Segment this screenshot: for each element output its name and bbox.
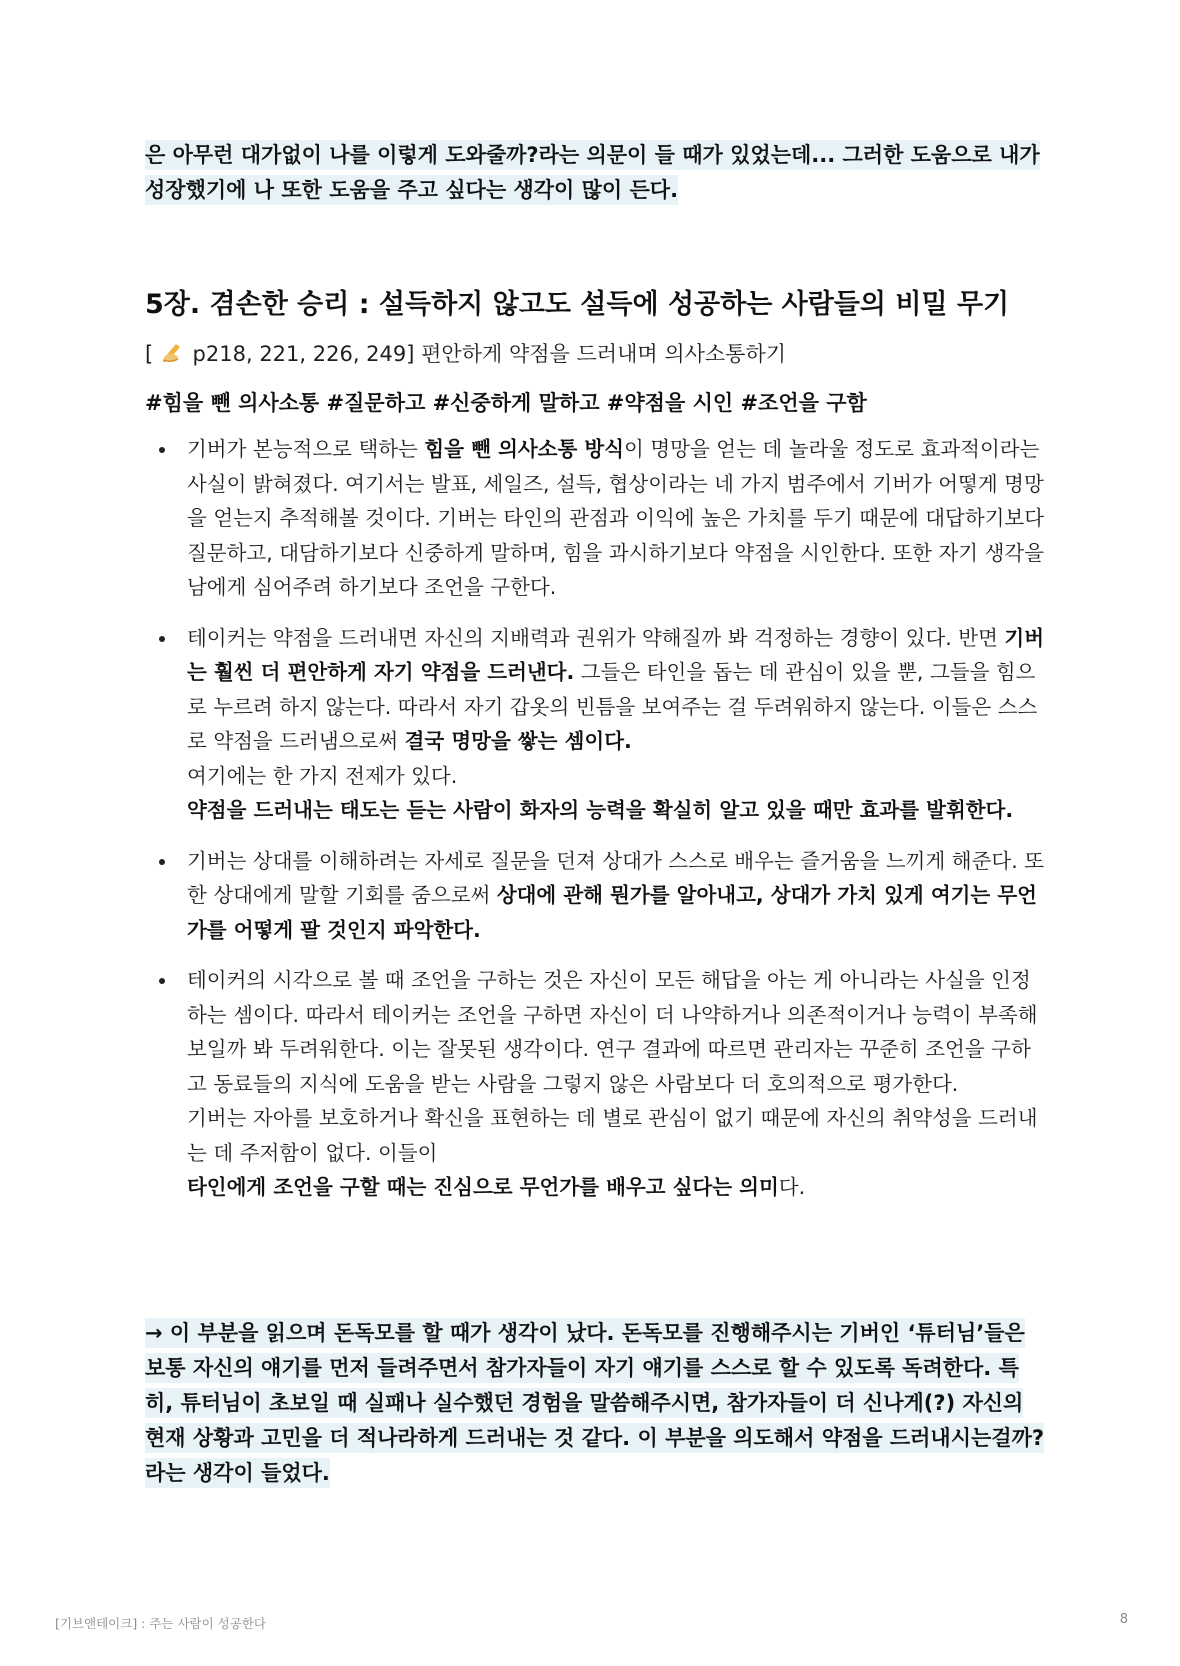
text-span: 그들은 타인을 돕는 데 관심이 있을 뿐, 그들을 힘으로 누르려 하지 않는다. 따라서 자기 갑옷의 빈틈을 보여주는 걸 두려워하지 않는다. 이들은 스스로 약점을 드러냄으로써 — [187, 660, 1038, 753]
reference-title: 편안하게 약점을 드러내며 의사소통하기 — [414, 342, 787, 366]
footer-title: [기브앤테이크] : 주는 사람이 성공한다 — [55, 1616, 266, 1631]
bold-text: 상대에 관해 뭔가를 알아내고, 상대가 가치 있게 여기는 무언가를 어떻게 팔 것인지 파악한다. — [187, 883, 1037, 942]
bullet-line: 여기에는 한 가지 전제가 있다. — [187, 763, 458, 788]
bullet-paragraph — [187, 621, 1045, 759]
bullet-line — [187, 1170, 1045, 1205]
note-paragraph — [145, 1316, 1045, 1491]
bold-text: 결국 명망을 쌓는 셈이다. — [404, 729, 632, 753]
note-highlight-text: → 이 부분을 읽으며 돈독모를 할 때가 생각이 났다. 돈독모를 진행해주시는 기버인 ‘튜터님’들은 보통 자신의 얘기를 먼저 들려주면서 참가자들이 자기 얘기를 스스로 할 수 있도록 독려한다. 특히, 튜터님이 초보일 때 실패나 실수했던 경험을 말씀해주시면, 참가자들이 더 신나게(?) 자신의 현재 상황과 고민을 더 적나라하게 드러내는 것 같다. 이 부분을 의도해서 약점을 드러내시는걸까?라는 생각이 들었다. — [145, 1318, 1044, 1488]
intro-highlight-text: 은 아무런 대가없이 나를 이렇게 도와줄까?라는 의문이 들 때가 있었는데... 그러한 도움으로 내가 성장했기에 나 또한 도움을 주고 싶다는 생각이 많이 든다. — [145, 140, 1040, 205]
list-item — [145, 432, 1045, 605]
page-reference — [145, 339, 786, 369]
hashtag-line: #힘을 뺀 의사소통 #질문하고 #신중하게 말하고 #약점을 시인 #조언을 구함 — [145, 391, 867, 415]
bullet-line: 기버는 자아를 보호하거나 확신을 표현하는 데 별로 관심이 없기 때문에 자신의 취약성을 드러내는 데 주저함이 없다. 이들이 — [187, 1106, 1038, 1165]
intro-paragraph — [145, 138, 1045, 208]
text-span: 기버가 본능적으로 택하는 — [187, 437, 425, 461]
text-span: 이 명망을 얻는 데 놀라울 정도로 효과적이라는 사실이 밝혀졌다. 여기서는 발표, 세일즈, 설득, 협상이라는 네 가지 범주에서 기버가 어떻게 명망을 얻는지 추적해볼 것이다. 기버는 타인의 관점과 이익에 높은 가치를 두기 때문에 대답하기보다 질문하고, 대담하기보다 신중하게 말하며, 힘을 과시하기보다 약점을 시인한다. 또한 자기 생각을 남에게 심어주려 하기보다 조언을 구한다. — [187, 437, 1045, 599]
text-span: 다. — [778, 1175, 806, 1199]
bullet-dot — [159, 636, 165, 642]
bold-text: 기버는 훨씬 더 편안하게 자기 약점을 드러낸다. — [187, 625, 1045, 684]
bullet-paragraph — [187, 432, 1045, 605]
reference-pages: p218, 221, 226, 249] — [185, 342, 415, 366]
bold-text: 타인에게 조언을 구할 때는 진심으로 무언가를 배우고 싶다는 의미 — [187, 1175, 779, 1199]
bold-text: 힘을 뺀 의사소통 방식 — [424, 437, 625, 461]
bullet-dot — [159, 978, 165, 984]
list-item — [145, 621, 1045, 828]
list-item — [145, 963, 1045, 1205]
chapter-heading: 5장. 겸손한 승리 : 설득하지 않고도 설득에 성공하는 사람들의 비밀 무기 — [145, 289, 1010, 320]
list-item — [145, 844, 1045, 948]
reference-bracket-open: [ — [145, 342, 160, 366]
bullet-line — [187, 793, 1045, 828]
bullet-dot — [159, 859, 165, 865]
writing-hand-icon — [160, 341, 186, 361]
text-span: 테이커는 약점을 드러내면 자신의 지배력과 권위가 약해질까 봐 걱정하는 경향이 있다. 반면 — [187, 625, 1005, 650]
bullet-dot — [159, 447, 165, 453]
bold-text: 약점을 드러내는 태도는 듣는 사람이 화자의 능력을 확실히 알고 있을 때만 효과를 발휘한다. — [187, 798, 1014, 822]
bullet-paragraph: 테이커의 시각으로 볼 때 조언을 구하는 것은 자신이 모든 해답을 아는 게 아니라는 사실을 인정하는 셈이다. 따라서 테이커는 조언을 구하면 자신이 더 나약하거나 의존적이거나 능력이 부족해 보일까 봐 두려워한다. 이는 잘못된 생각이다. 연구 결과에 따르면 관리자는 꾸준히 조언을 구하고 동료들의 지식에 도움을 받는 사람을 그렇지 않은 사람보다 더 호의적으로 평가한다. — [187, 968, 1038, 1096]
text-span: 기버는 상대를 이해하려는 자세로 질문을 던져 상대가 스스로 배우는 즐거움을 느끼게 해준다. 또한 상대에게 말할 기회를 줌으로써 — [187, 848, 1045, 907]
page-number: 8 — [1119, 1612, 1128, 1627]
bullet-paragraph — [187, 844, 1045, 948]
bullet-list — [145, 432, 1045, 1221]
